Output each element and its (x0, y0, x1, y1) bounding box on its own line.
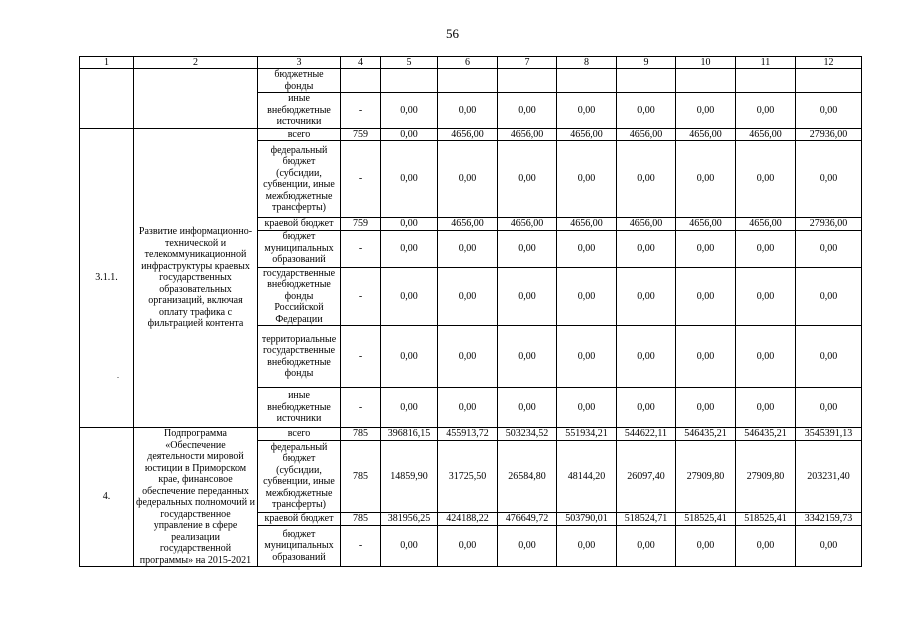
amount-cell: 0,00 (438, 267, 498, 326)
amount-cell (796, 69, 862, 93)
header-cell: 2 (134, 57, 258, 69)
amount-cell: 27936,00 (796, 218, 862, 231)
amount-cell: 0,00 (381, 93, 438, 129)
amount-cell: 0,00 (557, 326, 617, 388)
amount-cell: 4656,00 (498, 218, 557, 231)
row-index: 4. (80, 428, 134, 567)
amount-cell (557, 69, 617, 93)
table-row (80, 128, 862, 141)
amount-cell: 0,00 (498, 230, 557, 267)
amount-cell: 0,00 (796, 141, 862, 218)
amount-cell: 0,00 (381, 388, 438, 428)
budget-code (341, 69, 381, 93)
amount-cell: 27936,00 (796, 128, 862, 141)
row-index: 3.1.1. (80, 128, 134, 428)
amount-cell: 0,00 (438, 141, 498, 218)
amount-cell (438, 69, 498, 93)
amount-cell: 0,00 (796, 525, 862, 566)
amount-cell: 0,00 (498, 326, 557, 388)
table-row (80, 428, 862, 441)
funding-source: иные внебюджетные источники (258, 388, 341, 428)
amount-cell: 4656,00 (676, 128, 736, 141)
amount-cell: 518524,71 (617, 512, 676, 525)
amount-cell: 0,00 (736, 388, 796, 428)
amount-cell: 0,00 (617, 326, 676, 388)
measure-name: Развитие информационно-технической и телекоммуникационной инфраструктуры краевых государственных образовательных организаций, включая оплату трафика с фильтрацией контента (134, 128, 258, 428)
amount-cell: 0,00 (617, 388, 676, 428)
header-cell: 8 (557, 57, 617, 69)
header-cell: 9 (617, 57, 676, 69)
amount-cell: 381956,25 (381, 512, 438, 525)
amount-cell: 544622,11 (617, 428, 676, 441)
amount-cell: 0,00 (381, 218, 438, 231)
amount-cell: 4656,00 (438, 218, 498, 231)
amount-cell: 0,00 (676, 326, 736, 388)
amount-cell: 0,00 (498, 267, 557, 326)
funding-source: бюджет муниципальных образований (258, 230, 341, 267)
amount-cell (676, 69, 736, 93)
amount-cell: 26097,40 (617, 440, 676, 512)
amount-cell: 4656,00 (498, 128, 557, 141)
amount-cell: 0,00 (676, 525, 736, 566)
amount-cell: 518525,41 (676, 512, 736, 525)
amount-cell: 424188,22 (438, 512, 498, 525)
amount-cell: 0,00 (676, 93, 736, 129)
amount-cell: 396816,15 (381, 428, 438, 441)
funding-source: государственные внебюджетные фонды Российской Федерации (258, 267, 341, 326)
amount-cell: 0,00 (736, 525, 796, 566)
amount-cell: 203231,40 (796, 440, 862, 512)
header-cell: 7 (498, 57, 557, 69)
table-row (80, 69, 862, 93)
amount-cell: 0,00 (498, 141, 557, 218)
amount-cell: 0,00 (381, 128, 438, 141)
amount-cell: 0,00 (736, 230, 796, 267)
amount-cell: 0,00 (617, 230, 676, 267)
header-cell: 5 (381, 57, 438, 69)
amount-cell (381, 69, 438, 93)
amount-cell: 546435,21 (736, 428, 796, 441)
funding-source: федеральный бюджет (субсидии, субвенции, иные межбюджетные трансферты) (258, 141, 341, 218)
header-cell: 3 (258, 57, 341, 69)
funding-source: иные внебюджетные источники (258, 93, 341, 129)
measure-name (134, 69, 258, 129)
amount-cell (736, 69, 796, 93)
page-number: 56 (446, 26, 459, 41)
budget-code: - (341, 326, 381, 388)
amount-cell: 3545391,13 (796, 428, 862, 441)
amount-cell: 4656,00 (557, 218, 617, 231)
budget-code: - (341, 93, 381, 129)
funding-source: всего (258, 128, 341, 141)
amount-cell: 0,00 (736, 267, 796, 326)
amount-cell: 0,00 (381, 141, 438, 218)
header-cell: 10 (676, 57, 736, 69)
amount-cell: 0,00 (676, 230, 736, 267)
budget-code: 759 (341, 128, 381, 141)
amount-cell: 503234,52 (498, 428, 557, 441)
amount-cell: 551934,21 (557, 428, 617, 441)
amount-cell: 0,00 (498, 525, 557, 566)
amount-cell: 546435,21 (676, 428, 736, 441)
amount-cell: 0,00 (796, 326, 862, 388)
budget-table (79, 56, 862, 567)
amount-cell: 0,00 (736, 326, 796, 388)
amount-cell: 0,00 (557, 388, 617, 428)
amount-cell: 0,00 (617, 267, 676, 326)
stray-mark: . (117, 371, 119, 380)
budget-code: 785 (341, 440, 381, 512)
amount-cell: 4656,00 (617, 218, 676, 231)
amount-cell (498, 69, 557, 93)
amount-cell: 27909,80 (676, 440, 736, 512)
amount-cell: 14859,90 (381, 440, 438, 512)
amount-cell: 0,00 (617, 141, 676, 218)
amount-cell: 4656,00 (438, 128, 498, 141)
row-index (80, 69, 134, 129)
amount-cell: 0,00 (617, 93, 676, 129)
amount-cell: 0,00 (438, 326, 498, 388)
header-cell: 11 (736, 57, 796, 69)
amount-cell (617, 69, 676, 93)
amount-cell: 0,00 (438, 388, 498, 428)
amount-cell: 0,00 (438, 230, 498, 267)
amount-cell: 0,00 (736, 93, 796, 129)
amount-cell: 0,00 (796, 93, 862, 129)
amount-cell: 0,00 (557, 141, 617, 218)
funding-source: федеральный бюджет (субсидии, субвенции, иные межбюджетные трансферты) (258, 440, 341, 512)
amount-cell: 0,00 (736, 141, 796, 218)
amount-cell: 0,00 (438, 93, 498, 129)
amount-cell: 0,00 (557, 525, 617, 566)
amount-cell: 48144,20 (557, 440, 617, 512)
funding-source: краевой бюджет (258, 512, 341, 525)
funding-source: краевой бюджет (258, 218, 341, 231)
amount-cell: 4656,00 (557, 128, 617, 141)
amount-cell: 0,00 (676, 267, 736, 326)
measure-name: Подпрограмма «Обеспечение деятельности мировой юстиции в Приморском крае, финансовое обеспечение переданных федеральных полномочий и государственное управление в сфере реализации государственной программы» на 2015-2021 (134, 428, 258, 567)
amount-cell: 503790,01 (557, 512, 617, 525)
amount-cell: 0,00 (676, 141, 736, 218)
amount-cell: 0,00 (557, 93, 617, 129)
amount-cell: 0,00 (796, 388, 862, 428)
budget-code: 785 (341, 428, 381, 441)
amount-cell: 455913,72 (438, 428, 498, 441)
amount-cell: 4656,00 (736, 128, 796, 141)
budget-code: 759 (341, 218, 381, 231)
amount-cell: 26584,80 (498, 440, 557, 512)
amount-cell: 0,00 (557, 267, 617, 326)
header-cell: 1 (80, 57, 134, 69)
budget-code: - (341, 388, 381, 428)
amount-cell: 0,00 (438, 525, 498, 566)
amount-cell: 31725,50 (438, 440, 498, 512)
header-row (80, 57, 862, 69)
header-cell: 4 (341, 57, 381, 69)
funding-source: бюджетные фонды (258, 69, 341, 93)
header-cell: 6 (438, 57, 498, 69)
budget-code: - (341, 267, 381, 326)
amount-cell: 0,00 (381, 326, 438, 388)
budget-code: - (341, 525, 381, 566)
amount-cell: 0,00 (498, 388, 557, 428)
budget-code: 785 (341, 512, 381, 525)
amount-cell: 0,00 (498, 93, 557, 129)
amount-cell: 0,00 (381, 230, 438, 267)
amount-cell: 4656,00 (736, 218, 796, 231)
amount-cell: 0,00 (796, 230, 862, 267)
amount-cell: 0,00 (381, 525, 438, 566)
funding-source: всего (258, 428, 341, 441)
amount-cell: 4656,00 (617, 128, 676, 141)
budget-code: - (341, 141, 381, 218)
amount-cell: 0,00 (557, 230, 617, 267)
amount-cell: 4656,00 (676, 218, 736, 231)
amount-cell: 0,00 (381, 267, 438, 326)
amount-cell: 476649,72 (498, 512, 557, 525)
budget-code: - (341, 230, 381, 267)
funding-source: территориальные государственные внебюджетные фонды (258, 326, 341, 388)
funding-source: бюджет муниципальных образований (258, 525, 341, 566)
amount-cell: 0,00 (617, 525, 676, 566)
amount-cell: 0,00 (676, 388, 736, 428)
header-cell: 12 (796, 57, 862, 69)
amount-cell: 0,00 (796, 267, 862, 326)
amount-cell: 518525,41 (736, 512, 796, 525)
amount-cell: 3342159,73 (796, 512, 862, 525)
amount-cell: 27909,80 (736, 440, 796, 512)
